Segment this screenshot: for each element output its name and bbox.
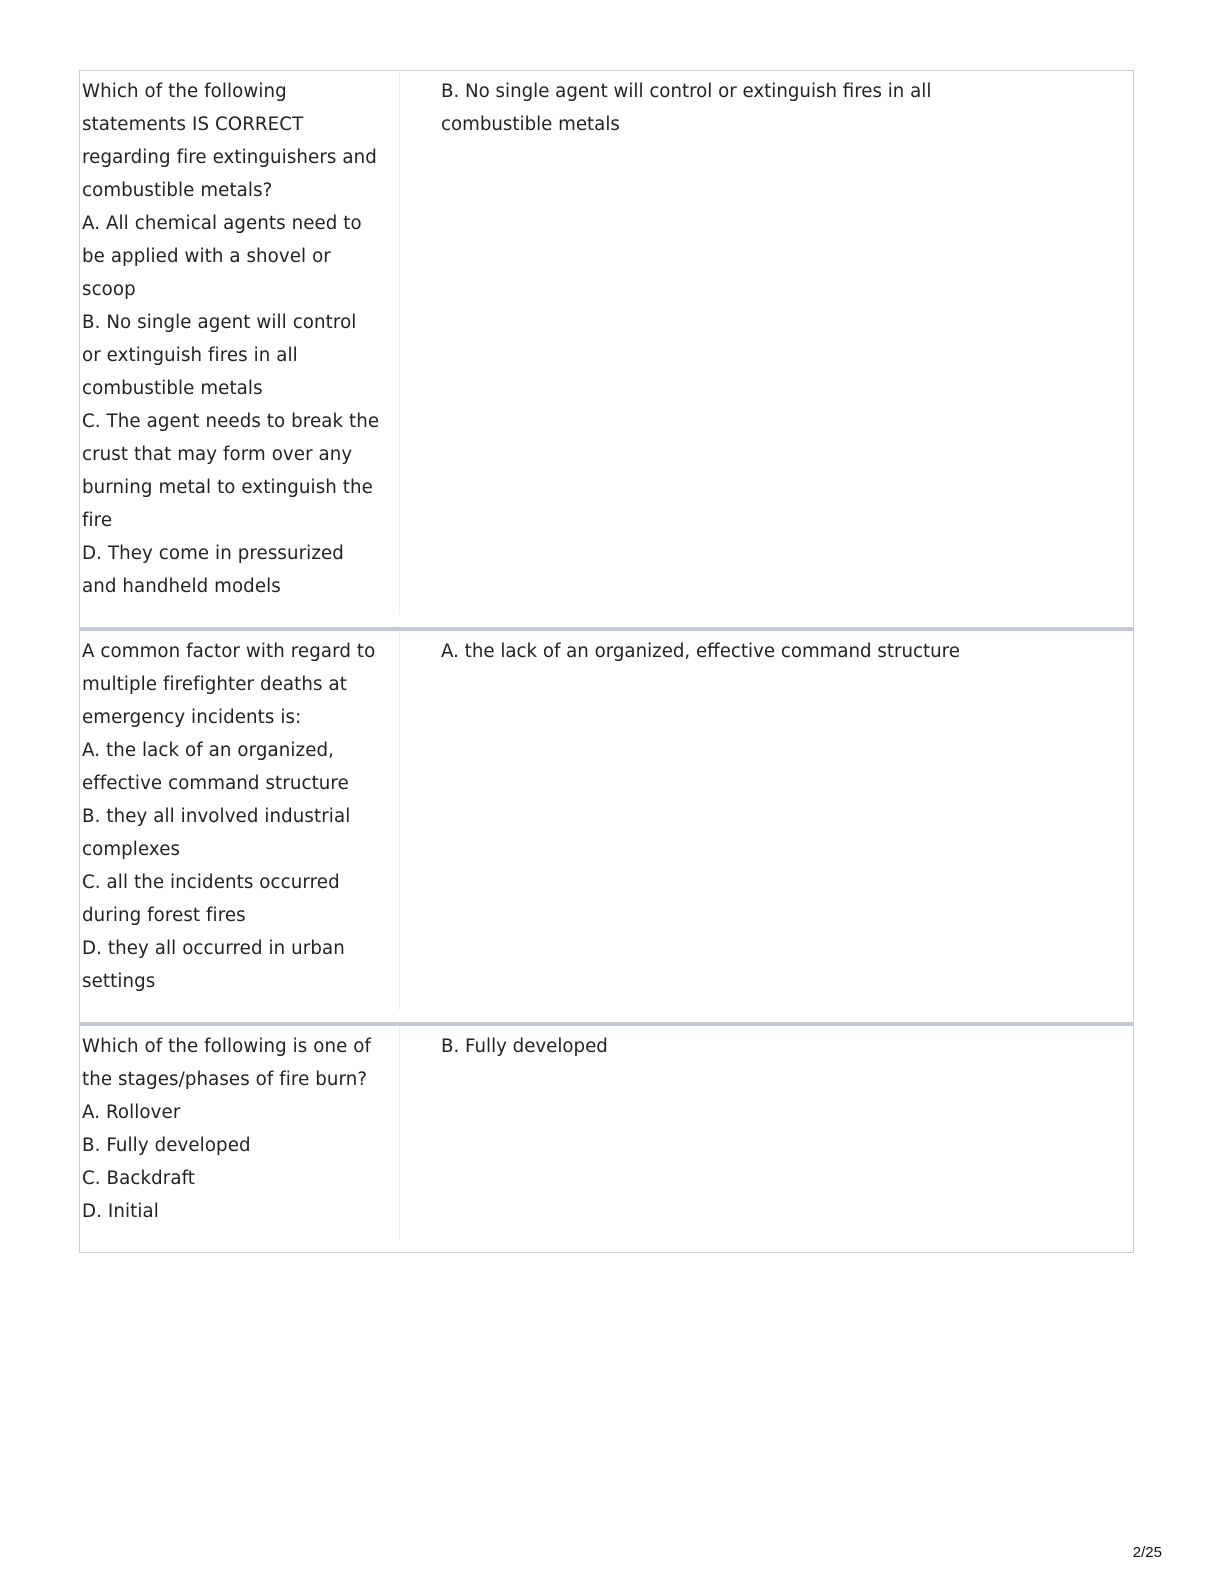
flashcard — [79, 1023, 1134, 1253]
term-line: multiple firefighter deaths at — [82, 674, 347, 695]
term-line: D. They come in pressurized — [82, 543, 344, 564]
term-line: settings — [82, 971, 156, 992]
term-line: C. The agent needs to break the — [82, 411, 380, 432]
term-line: D. they all occurred in urban — [82, 938, 345, 959]
term-line: during forest fires — [82, 905, 246, 926]
term-line: scoop — [82, 279, 136, 300]
term-line: complexes — [82, 839, 181, 860]
term-line: C. all the incidents occurred — [82, 872, 340, 893]
term-line: statements IS CORRECT — [82, 114, 304, 135]
term-line: B. Fully developed — [82, 1135, 251, 1156]
term-line: be applied with a shovel or — [82, 246, 331, 267]
flashcard-definition: B. Fully developed — [441, 1036, 608, 1057]
term-line: and handheld models — [82, 576, 281, 597]
flashcard-list — [79, 70, 1134, 1253]
term-line: effective command structure — [82, 773, 349, 794]
term-line: combustible metals — [82, 378, 263, 399]
flashcard — [79, 70, 1134, 628]
term-line: D. Initial — [82, 1201, 159, 1222]
flashcard-term — [80, 631, 400, 1010]
flashcard-definition: A. the lack of an organized, effective command structure — [441, 641, 960, 662]
flashcard — [79, 628, 1134, 1023]
term-line: burning metal to extinguish the — [82, 477, 373, 498]
term-line: A. the lack of an organized, — [82, 740, 335, 761]
term-line: or extinguish fires in all — [82, 345, 298, 366]
page-number: 2/25 — [1132, 1544, 1162, 1561]
term-line: combustible metals? — [82, 180, 273, 201]
term-line: fire — [82, 510, 113, 531]
term-line: A. Rollover — [82, 1102, 181, 1123]
term-line: regarding fire extinguishers and — [82, 147, 377, 168]
term-line: Which of the following is one of — [82, 1036, 372, 1057]
term-line: A common factor with regard to — [82, 641, 376, 662]
flashcard-term — [80, 71, 400, 615]
term-line: B. they all involved industrial — [82, 806, 351, 827]
term-line: B. No single agent will control — [82, 312, 357, 333]
term-line: Which of the following — [82, 81, 287, 102]
flashcard-term — [80, 1026, 400, 1240]
flashcard-definition: B. No single agent will control or extinguish fires in all combustible metals — [441, 81, 932, 135]
term-line: C. Backdraft — [82, 1168, 195, 1189]
term-line: crust that may form over any — [82, 444, 353, 465]
term-line: emergency incidents is: — [82, 707, 302, 728]
term-line: A. All chemical agents need to — [82, 213, 362, 234]
term-line: the stages/phases of fire burn? — [82, 1069, 368, 1090]
